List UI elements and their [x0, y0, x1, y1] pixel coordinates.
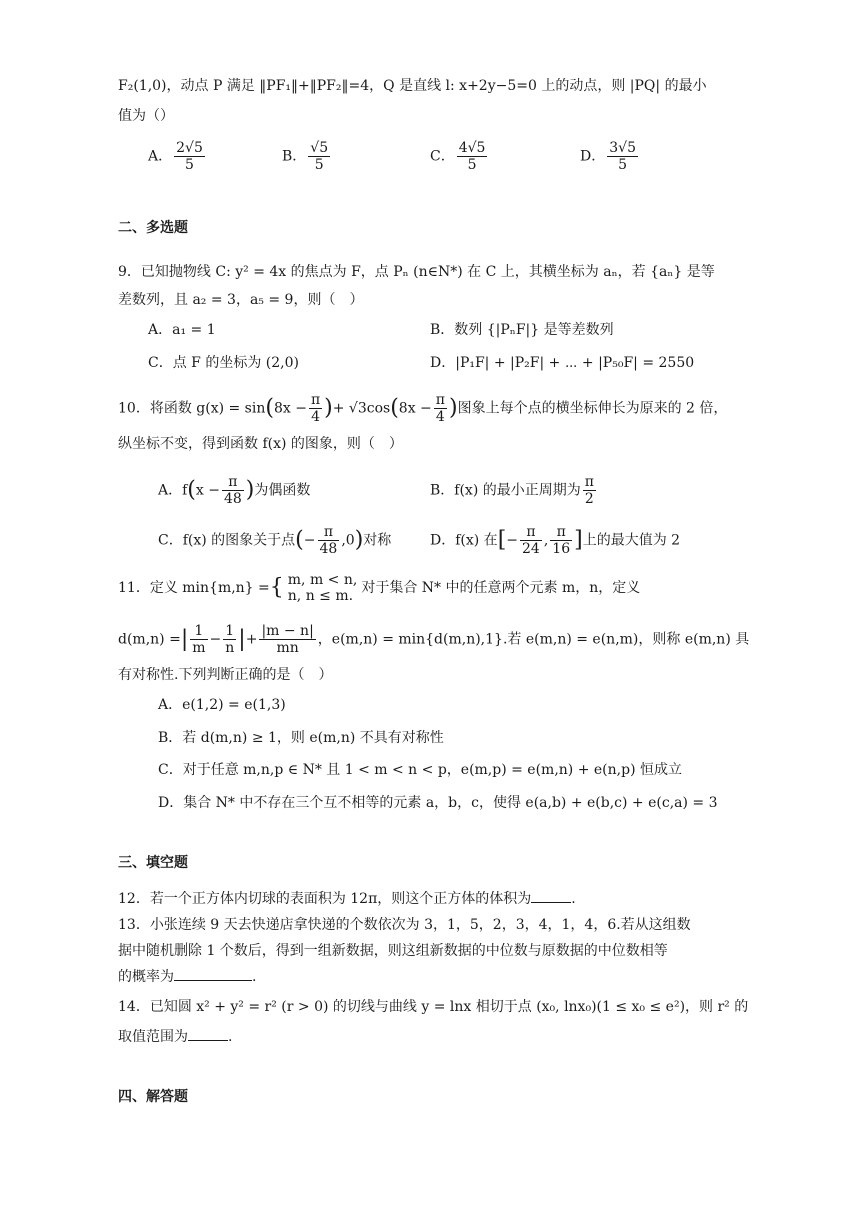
- q11-stem-line2: d(m,n) =| $\frac{1}{m}$ − $\frac{1}{n}$ |+ $\frac{|m - n|}{mn}$ ，e(m,n) = min{d(m,n),1}.若 e(m,n) = e(n,m)，则称 e(m,n) 具: [118, 623, 750, 656]
- q14-answer-blank[interactable]: [188, 1026, 228, 1041]
- q10-option-b: B．f(x) 的最小正周期为 $\frac{\pi}{2}$: [430, 474, 594, 507]
- q8-stem-line1: F₂(1,0)，动点 P 满足 ‖PF₁‖+‖PF₂‖=4，Q 是直线 l: x+2y−5=0 上的动点，则 |PQ| 的最小: [118, 78, 707, 94]
- q11-option-c: C．对于任意 m,n,p ∈ N* 且 1 < m < n < p，e(m,p) = e(m,n) + e(n,p) 恒成立: [158, 762, 682, 778]
- q14-stem-line2: 取值范围为 .: [118, 1026, 232, 1048]
- q11-stem-line3: 有对称性.下列判断正确的是（ ）: [118, 667, 333, 683]
- section-heading-fill-blank: 三、填空题: [118, 855, 188, 871]
- q10-option-d: D．f(x) 在[− $\frac{\pi}{24}$ , $\frac{\pi}{16}$ ]上的最大值为 2: [430, 524, 681, 557]
- q14-stem-line1: 14．已知圆 x² + y² = r² (r > 0) 的切线与曲线 y = lnx 相切于点 (x₀, lnx₀)(1 ≤ x₀ ≤ e²)，则 r² 的: [118, 999, 749, 1015]
- q8-option-d: D． $\frac{3√5}{5}$: [580, 140, 636, 173]
- section-heading-solutions: 四、解答题: [118, 1089, 188, 1105]
- q8-option-b: B． $\frac{√5}{5}$: [282, 140, 329, 173]
- q11-option-a: A．e(1,2) = e(1,3): [158, 697, 286, 713]
- q13-stem-line1: 13．小张连续 9 天去快递店拿快递的个数依次为 3，1，5，2，3，4，1，4，6.若从这组数: [118, 917, 691, 933]
- q8-option-c: C． $\frac{4√5}{5}$: [430, 140, 486, 173]
- q13-stem-line2: 据中随机删除 1 个数后，得到一组新数据，则这组新数据的中位数与原数据的中位数相等: [118, 943, 668, 959]
- q10-stem-line2: 纵坐标不变，得到函数 f(x) 的图象，则（ ）: [118, 436, 403, 452]
- section-heading-multi-choice: 二、多选题: [118, 220, 188, 236]
- q12-stem: 12．若一个正方体内切球的表面积为 12π，则这个正方体的体积为 .: [118, 888, 576, 910]
- q12-answer-blank[interactable]: [531, 888, 571, 903]
- q9-option-c: C．点 F 的坐标为 (2,0): [148, 355, 299, 371]
- q9-option-b: B．数列 {|PₙF|} 是等差数列: [430, 322, 614, 338]
- q10-option-c: C．f(x) 的图象关于点(− $\frac{\pi}{48}$ ,0)对称: [158, 524, 392, 557]
- q9-option-a: A．a₁ = 1: [148, 322, 216, 338]
- q13-answer-blank[interactable]: [174, 966, 252, 981]
- q11-option-b: B．若 d(m,n) ≥ 1，则 e(m,n) 不具有对称性: [158, 730, 444, 746]
- q13-stem-line3: 的概率为 .: [118, 966, 256, 988]
- q10-stem-line1: 10．将函数 g(x) = sin(8x − $\frac{\pi}{4}$ )+ √3cos(8x − $\frac{\pi}{4}$ )图象上每个点的横坐标伸长为原来的 2 倍，: [118, 392, 728, 425]
- q10-option-a: A．f(x − $\frac{\pi}{48}$ )为偶函数: [158, 474, 311, 507]
- q11-stem-line1: 11．定义 min{m,n} ={ m, m < n, n, n ≤ m. 对于集合 N* 中的任意两个元素 m，n，定义: [118, 572, 641, 604]
- q9-stem-line2: 差数列，且 a₂ = 3，a₅ = 9，则（ ）: [118, 292, 364, 308]
- q9-option-d: D．|P₁F| + |P₂F| + ⋯ + |P₅₀F| = 2550: [430, 355, 695, 371]
- q8-stem-line2: 值为（）: [118, 108, 174, 124]
- q11-option-d: D．集合 N* 中不存在三个互不相等的元素 a，b，c，使得 e(a,b) + e(b,c) + e(c,a) = 3: [158, 795, 718, 811]
- q8-option-a: A． $\frac{2√5}{5}$: [148, 140, 203, 173]
- q9-stem-line1: 9．已知抛物线 C: y² = 4x 的焦点为 F，点 Pₙ (n∈N*) 在 C 上，其横坐标为 aₙ，若 {aₙ} 是等: [118, 264, 715, 280]
